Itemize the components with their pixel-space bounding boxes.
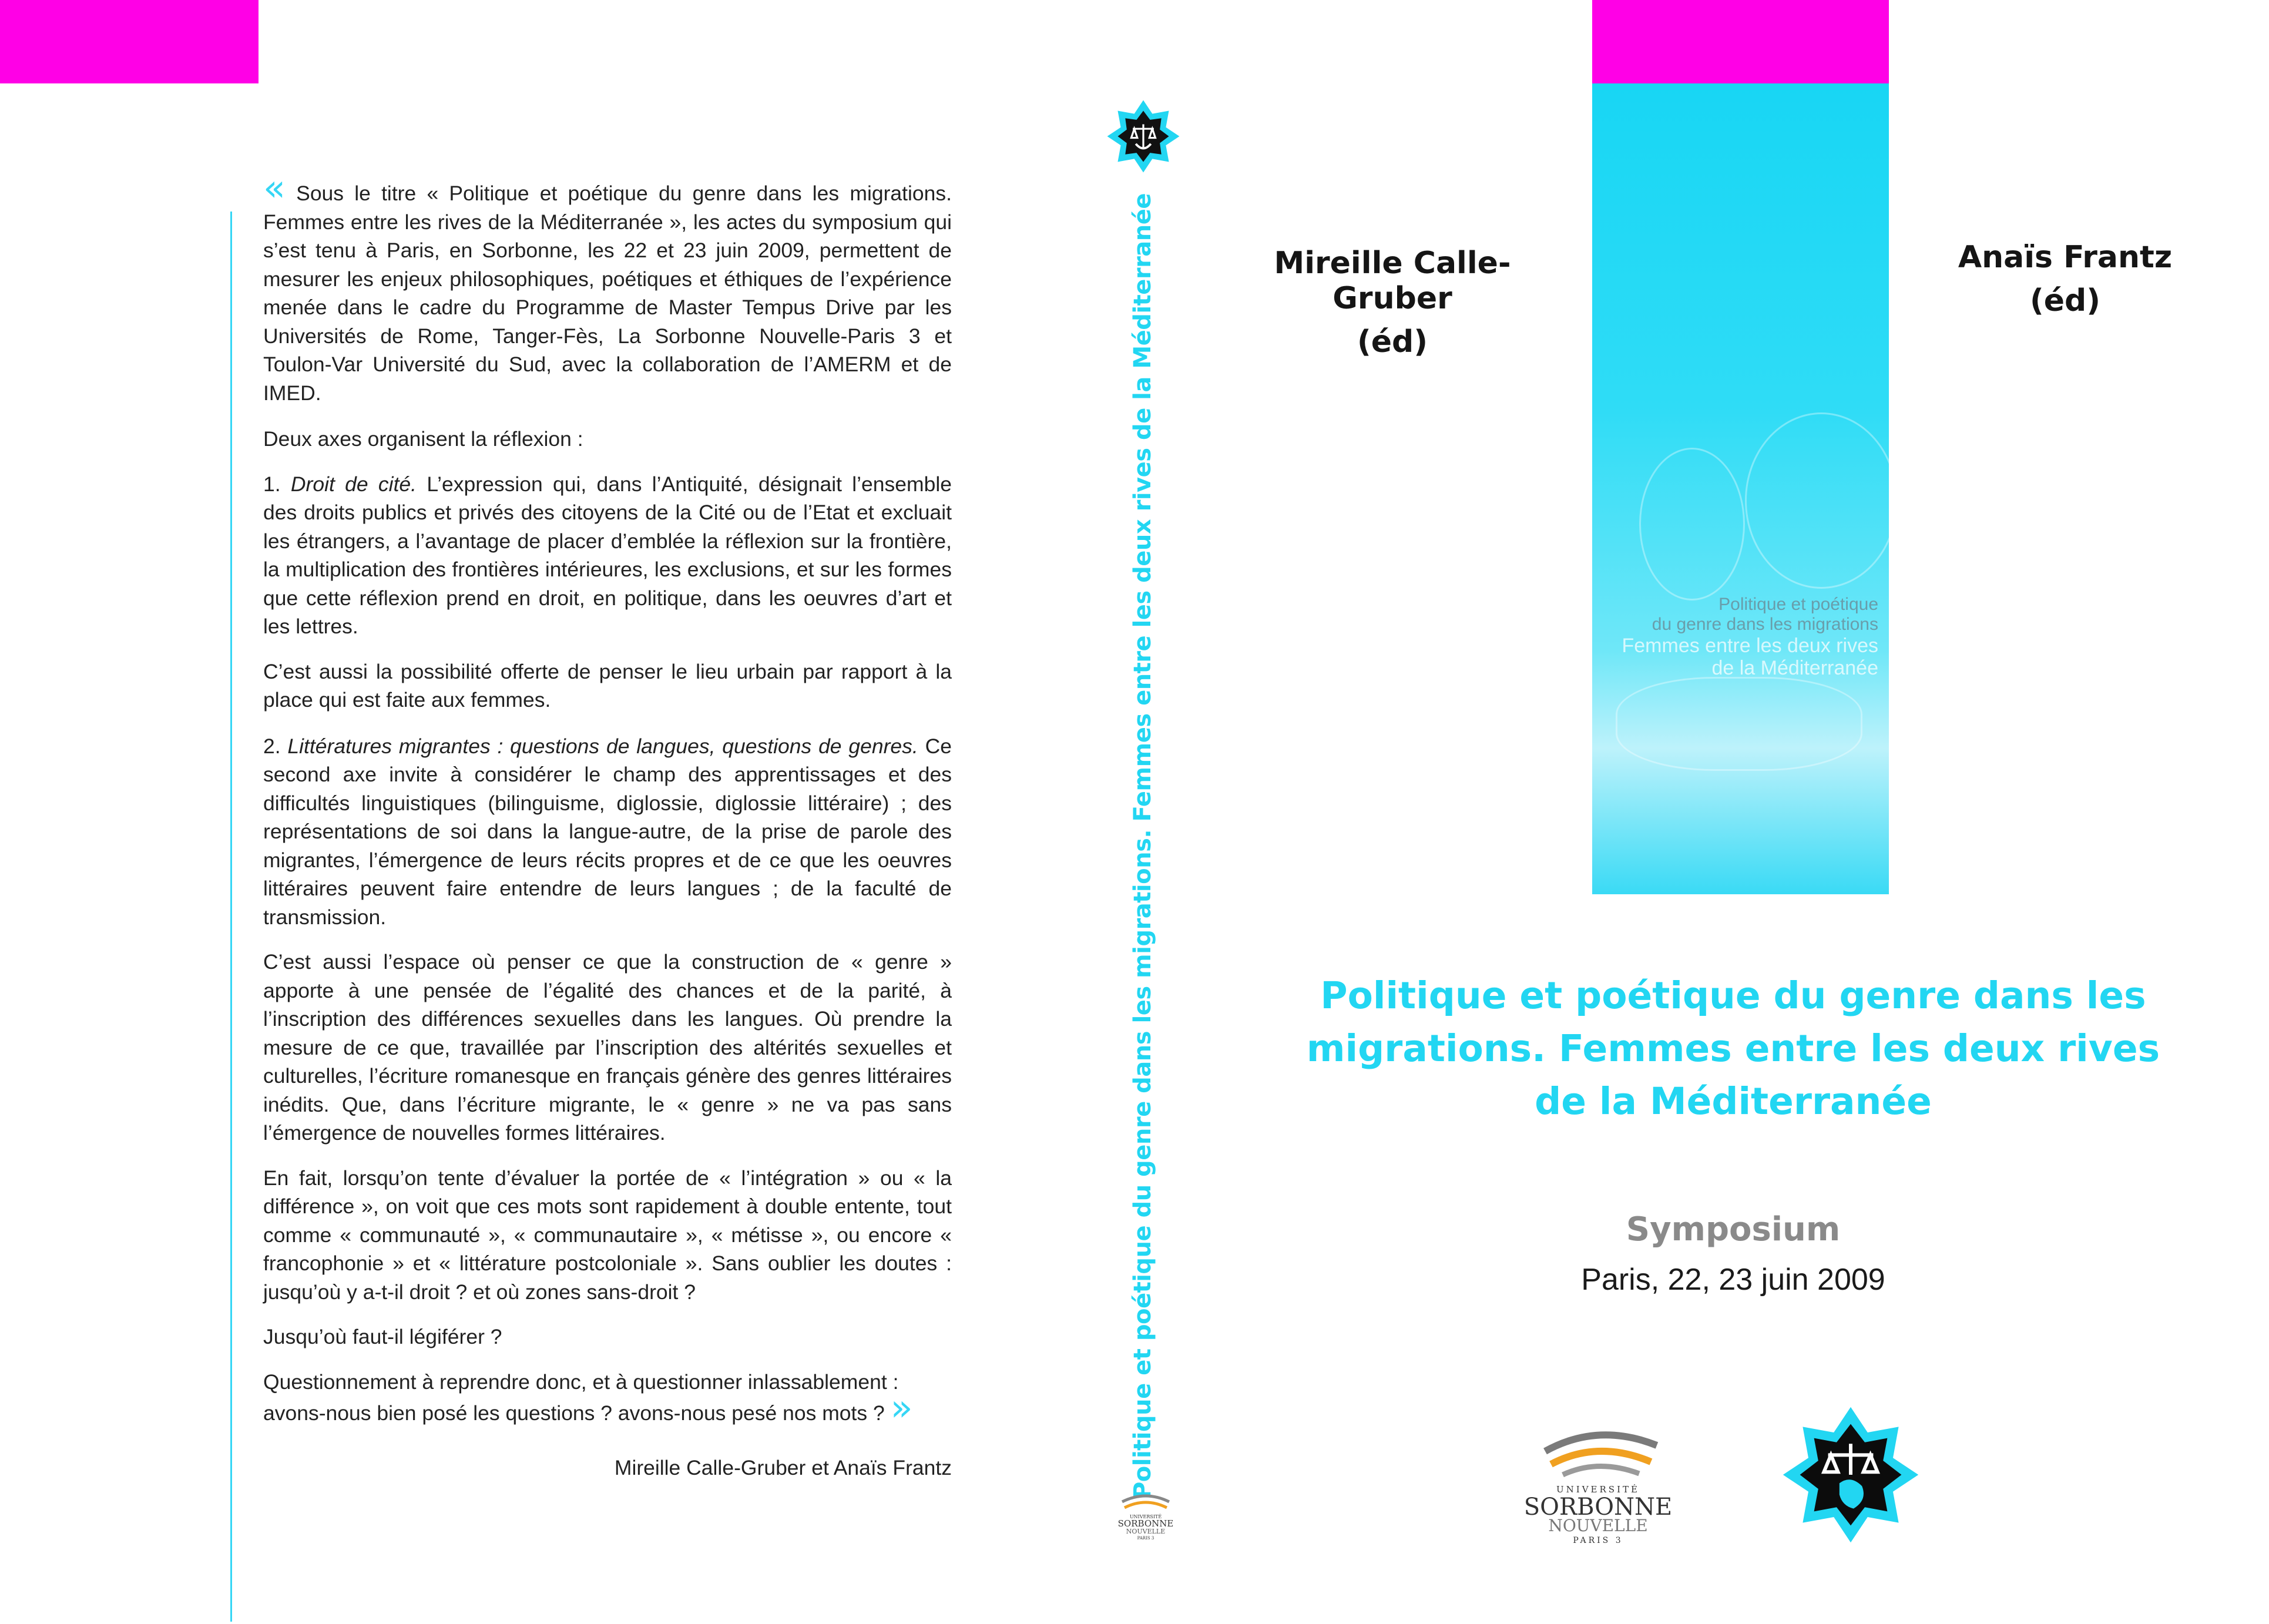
paragraph-integration: En fait, lorsqu’on tente d’évaluer la portée de « l’intégration » ou « la différence », on voit que ces mots sont rapidement à double entente, tout comme « communauté », « communautaire », « métisse », ou encore « francophonie » et « littérature postcoloniale ». Sans oublier les doutes : jusqu’où y a-t-il droit ? et où zones sans-droit ? xyxy=(263,1166,952,1304)
magenta-block-back xyxy=(0,0,259,83)
back-cover-rule xyxy=(230,212,232,1622)
spine-emblem-icon xyxy=(1106,99,1181,174)
editor-1 xyxy=(1216,246,1569,360)
axis-1-title: Droit de cité. xyxy=(290,472,417,496)
spine-logo-sub-text: NOUVELLE xyxy=(1126,1528,1166,1535)
paragraph-closing-text: Questionnement à reprendre donc, et à questionner inlassablement : avons-nous bien posé les questions ? avons-nous pesé nos mots ? xyxy=(263,1370,899,1425)
paragraph-intro-text: Sous le titre « Politique et poétique du genre dans les migrations. Femmes entre les rives de la Méditerranée », les actes du symposium qui s’est tenu à Paris, en Sorbonne, les 22 et 23 juin 2009, permettent de mesurer les enjeux philosophiques, poétiques et éthiques de l’expérience menée dans le cadre du Programme de Master Tempus Drive par les Universités de Rome, Tanger-Fès, La Sorbonne Nouvelle-Paris 3 et Toulon-Var Université du Sud, avec la collaboration de l’AMERM et de IMED. xyxy=(263,182,952,405)
panel-title-overlay xyxy=(1622,595,1879,679)
close-quote-mark: » xyxy=(890,1386,913,1429)
editor-2 xyxy=(1933,240,2197,318)
face-sketch-shape xyxy=(1639,448,1745,600)
spine-logo-top-text: UNIVERSITÉ xyxy=(1129,1514,1162,1519)
spine-sorbonne-logo xyxy=(1105,1485,1187,1544)
paragraph-genre: C’est aussi l’espace où penser ce que la construction de « genre » apporte à une pensée de l’égalité des chances et de la parité, à l’inscription des différences sexuelles dans les langues. Où prendre la mesure de ce que, travaillée par l’inscription des altérités sexuelles et culturelles, l’écriture romanesque en français génère des genres littéraires inédits. Que, dans l’écriture migrante, le « genre » ne va pas sans l’émergence de nouvelles formes littéraires. xyxy=(263,950,952,1145)
axis-2-text: Ce second axe invite à considérer le champ des apprentissages et des difficultés linguistiques (bilinguisme, diglossie, diglossie littéraire) ; des représentations de soi dans la langue-autre, de la prise de parole des migrantes, l’émergence de leurs récits propres et de ce que les oeuvres littéraires peuvent faire entendre de leurs langues ; de la faculté de transmission. xyxy=(263,734,952,929)
spine-title: Politique et poétique du genre dans les migrations. Femmes entre les deux rives de la Méditerranée xyxy=(1129,193,1156,1499)
editor-1-name: Mireille Calle-Gruber xyxy=(1274,246,1511,316)
paragraph-legislate: Jusqu’où faut-il légiférer ? xyxy=(263,1325,502,1348)
spine-logo-city-text: PARIS 3 xyxy=(1137,1536,1154,1541)
sorbonne-nouvelle-logo xyxy=(1510,1410,1686,1545)
panel-line-2: du genre dans les migrations xyxy=(1652,615,1878,634)
axis-1-text: L’expression qui, dans l’Antiquité, désignait l’ensemble des droits publics et privés des citoyens de la Cité ou de l’Etat et excluait les étrangers, a l’avantage de placer d’emblée la réflexion sur la frontière, la multiplication des frontières intérieures, les exclusions, et sur les formes que cette réflexion prend en droit, en politique, dans les oeuvres d’art et les lettres. xyxy=(263,472,952,638)
face-sketch-shape xyxy=(1745,412,1889,589)
paragraph-urban: C’est aussi la possibilité offerte de penser le lieu urbain par rapport à la place qui est faite aux femmes. xyxy=(263,659,952,712)
paragraph-closing xyxy=(263,1368,952,1428)
event-date: Paris, 22, 23 juin 2009 xyxy=(1581,1263,1885,1297)
axis-1-number: 1. xyxy=(263,472,291,496)
panel-line-4: de la Méditerranée xyxy=(1711,657,1878,679)
logo-main-text: SORBONNE xyxy=(1523,1494,1673,1521)
front-emblem-icon xyxy=(1780,1404,1921,1545)
editor-1-role: (éd) xyxy=(1357,324,1428,360)
logo-sub-text: NOUVELLE xyxy=(1548,1516,1648,1535)
panel-line-1: Politique et poétique xyxy=(1718,595,1878,614)
logo-city-text: PARIS 3 xyxy=(1573,1536,1623,1545)
cover-illustration-panel xyxy=(1592,83,1889,894)
paragraph-axes: Deux axes organisent la réflexion : xyxy=(263,427,583,451)
editor-2-role: (éd) xyxy=(2029,283,2101,318)
back-cover-signature: Mireille Calle-Gruber et Anaïs Frantz xyxy=(614,1456,952,1479)
paragraph-intro xyxy=(263,166,952,407)
spine-logo-main-text: SORBONNE xyxy=(1117,1518,1174,1529)
panel-line-3: Femmes entre les deux rives xyxy=(1622,635,1878,657)
cloud-shape xyxy=(1616,677,1862,771)
back-cover-text xyxy=(263,166,952,1444)
logo-top-text: UNIVERSITÉ xyxy=(1556,1484,1640,1495)
magenta-block-front xyxy=(1592,0,1889,83)
event-label: Symposium xyxy=(1626,1210,1841,1249)
front-cover-title: Politique et poétique du genre dans les migrations. Femmes entre les deux rives de la Méditerranée xyxy=(1306,974,2160,1123)
axis-2-number: 2. xyxy=(263,734,288,758)
paragraph-axis-2 xyxy=(263,732,952,932)
open-quote-mark: « xyxy=(263,166,286,209)
paragraph-axis-1 xyxy=(263,470,952,641)
editor-2-name: Anaïs Frantz xyxy=(1958,240,2173,275)
axis-2-title: Littératures migrantes : questions de langues, questions de genres. xyxy=(287,734,918,758)
